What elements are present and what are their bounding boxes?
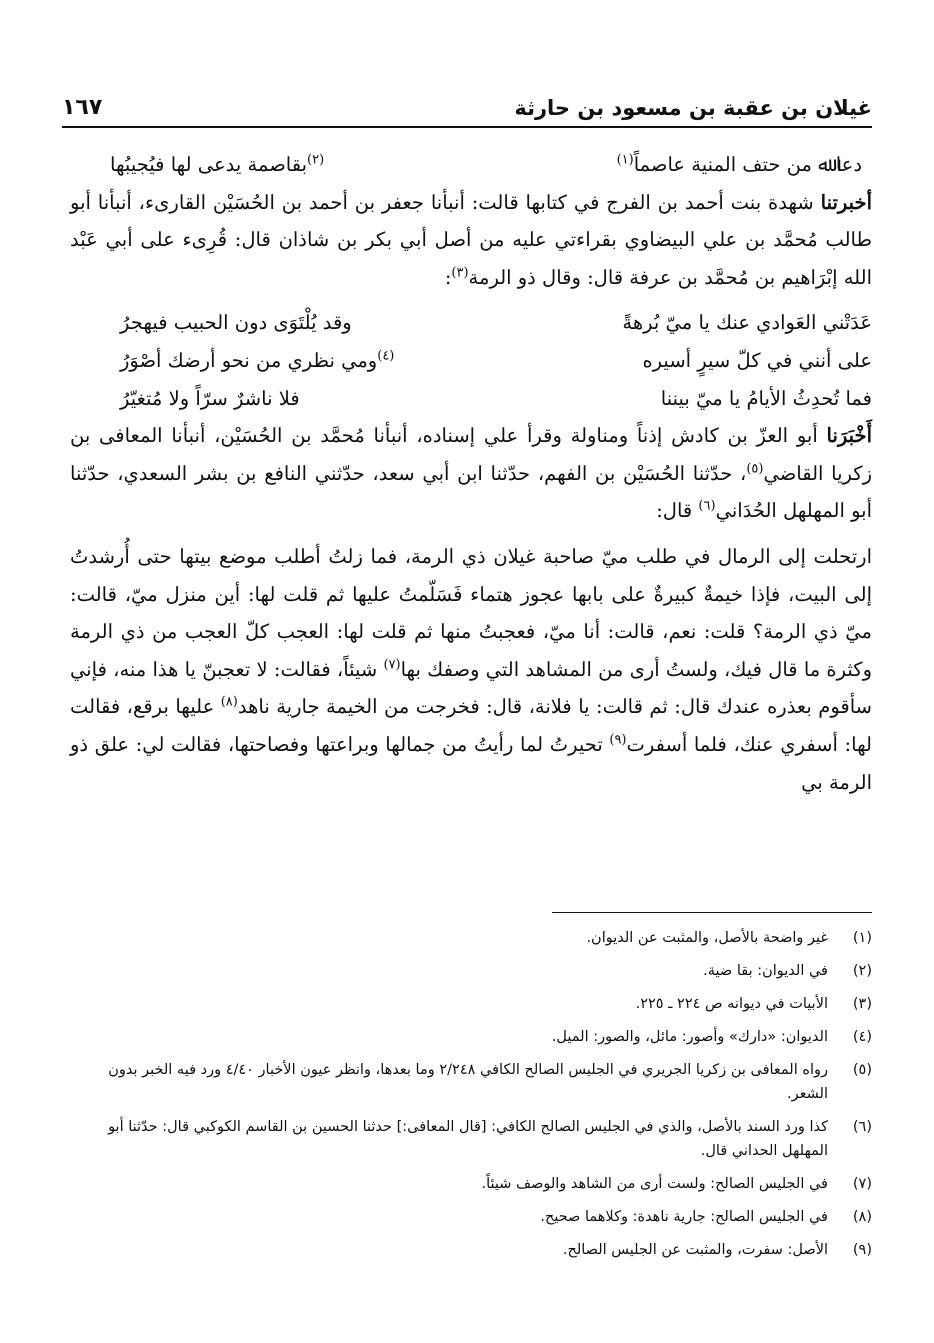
verse-text: بقاصمة يدعى لها فيُجيبُها bbox=[110, 153, 308, 176]
footnote-ref: (٨) bbox=[220, 694, 238, 710]
footnote-item bbox=[70, 1172, 872, 1196]
footnote-item bbox=[70, 1115, 872, 1163]
paragraph-text: أبو العزّ بن كادش إذناً ومناولة وقرأ علي إسناده، أنبأنا مُحمَّد بن الحُسَيْن، أنبأنا المعافى بن زكريا القاضي bbox=[70, 424, 872, 485]
verse-second-hemistich bbox=[120, 342, 394, 380]
footnote-item bbox=[70, 1058, 872, 1106]
page-header bbox=[62, 80, 872, 128]
footnote-text: في الديوان: بقا ضية. bbox=[703, 963, 828, 979]
paragraph-text: عليها برقع، فقالت لها: أسفري عنك، فلما أسفرت bbox=[70, 695, 872, 756]
footnote-text: الأصل: سفرت، والمثبت عن الجليس الصالح. bbox=[562, 1242, 828, 1258]
footnote-item bbox=[70, 926, 872, 950]
poem-line bbox=[70, 380, 872, 418]
footnote-number: (٦) bbox=[852, 1119, 872, 1135]
poem-line bbox=[70, 342, 872, 380]
footnote-text: في الجليس الصالح: ولست أرى من الشاهد والوصف شيئاً. bbox=[481, 1176, 828, 1192]
verse-first-hemistich: على أنني في كلّ سيرٍ أسيره bbox=[642, 348, 872, 372]
footnote-text: في الجليس الصالح: جارية ناهدة: وكلاهما صحيح. bbox=[540, 1209, 828, 1225]
paragraph-narrative bbox=[70, 538, 872, 801]
main-text bbox=[70, 146, 872, 801]
footnote-ref: (٧) bbox=[383, 657, 401, 673]
paragraph-isnad-2 bbox=[70, 417, 872, 530]
paragraph-text: ارتحلت إلى الرمال في طلب ميّ صاحبة غيلان ذي الرمة، فما زلتُ أطلب موضع بيتها حتى أُرشدتُ إلى البيت، فإذا خيمةٌ كبيرةٌ على بابها عجوز هتماء فَسَلّمتُ عليها ثم قلت لها: أين منزل ميّ، قالت: ميّ ذي الرمة؟ قلت: نعم، قالت: أنا ميّ، فعجبتُ منها ثم قلت لها: العجب كلّ العجب من ذي الرمة وكثرة ما قال فيك، ولستُ أرى من المشاهد التي وصفك بها bbox=[70, 544, 872, 681]
footnote-number: (٩) bbox=[852, 1242, 872, 1258]
paragraph-text-end: : bbox=[444, 265, 452, 289]
paragraph-text: شهدة بنت أحمد بن الفرج في كتابها قالت: أنبأنا جعفر بن أحمد بن الحُسَيْن القارىء، أنبأنا أبو طالب مُحمَّد بن علي البيضاوي بقراءتي عليه من أصل أبي بكر بن شاذان قال: قُرِىء على أبي عَبْد الله إبْرَاهيم بن مُحمَّد بن عرفة قال: وقال ذو الرمة bbox=[70, 190, 872, 289]
verse-second-hemistich bbox=[110, 146, 324, 184]
paragraph-isnad-1 bbox=[70, 184, 872, 297]
footnote-ref: (٦) bbox=[698, 498, 716, 514]
footnote-text: غير واضحة بالأصل، والمثبت عن الديوان. bbox=[586, 930, 828, 946]
footnote-separator bbox=[552, 912, 872, 913]
footnote-item bbox=[70, 1205, 872, 1229]
footnote-number: (٤) bbox=[852, 1029, 872, 1045]
footnote-ref: (٤) bbox=[377, 348, 395, 364]
paragraph-text: تحيرتُ لما رأيتُ من جمالها وبراعتها وفصاحتها، فقالت لي: علق ذو الرمة بي bbox=[70, 732, 872, 794]
footnote-number: (٥) bbox=[852, 1062, 872, 1078]
paragraph-text: شيئاً، فقالت: لا تعجبنّ يا هذا منه، فإني سأقوم بعذره عندك قال: ثم قالت: يا فلانة، قال: فخرجت من الخيمة جارية ناهد bbox=[70, 657, 872, 719]
footnote-text: رواه المعافى بن زكريا الجريري في الجليس الصالح الكافي ٢/٢٤٨ وما بعدها، وانظر عيون الأخبار ٤/٤٠ ورد فيه الخبر بدون الشعر. bbox=[108, 1062, 828, 1102]
paragraph-text: ، حدّثنا الحُسَيْن بن الفهم، حدّثنا ابن أبي سعد، حدّثني النافع بن بشر السعدي، حدّثنا أبو المهلهل الحُدَاني bbox=[70, 461, 872, 523]
poem-line bbox=[70, 304, 872, 342]
footnote-ref: (٢) bbox=[307, 152, 325, 168]
footnote-ref: (٣) bbox=[451, 265, 469, 281]
verse-text: ومي نظري من نحو أرضك أصْوَرُ bbox=[120, 348, 378, 372]
footnote-text: الأبيات في ديوانه ص ٢٢٤ ـ ٢٢٥. bbox=[635, 996, 828, 1012]
footnote-text: الديوان: «دارك» وأصور: مائل، والصور: الميل. bbox=[551, 1029, 828, 1045]
page-number: ١٦٧ bbox=[62, 95, 103, 120]
paragraph-lead: أَخْبَرَنا bbox=[826, 424, 872, 448]
paragraph-lead: أخبرتنا bbox=[820, 190, 872, 214]
running-title: غيلان بن عقبة بن مسعود بن حارثة bbox=[514, 96, 872, 120]
footnote-number: (٣) bbox=[852, 996, 872, 1012]
opening-verse bbox=[70, 146, 872, 184]
footnote-text: كذا ورد السند بالأصل، والذي في الجليس الصالح الكافي: [قال المعافى:] حدثنا الحسين بن القاسم الكوكبي قال: حدّثنا أبو المهلهل الحداني قال. bbox=[108, 1119, 828, 1159]
footnote-number: (٢) bbox=[852, 963, 872, 979]
footnote-number: (١) bbox=[852, 930, 872, 946]
footnote-ref: (١) bbox=[616, 152, 634, 168]
verse-first-hemistich: عَدَتْني العَوادي عنك يا ميّ بُرهةً bbox=[622, 311, 872, 335]
verse-first-hemistich: فما تُحدِثُ الأيامُ يا ميّ بيننا bbox=[660, 386, 872, 410]
footnote-item bbox=[70, 1238, 872, 1262]
footnote-item bbox=[70, 1025, 872, 1049]
footnote-item bbox=[70, 959, 872, 983]
footnote-item bbox=[70, 992, 872, 1016]
verse-text: دعا ﷲ من حتف المنية عاصماً bbox=[633, 153, 862, 176]
verse-second-hemistich: فلا ناشرٌ سرّاً ولا مُتغيّرُ bbox=[120, 386, 300, 410]
footnote-ref: (٥) bbox=[746, 461, 764, 477]
footnote-number: (٧) bbox=[852, 1176, 872, 1192]
verse-second-hemistich: وقد يُلْتَوَى دون الحبيب فيهجرُ bbox=[120, 311, 352, 335]
verse-first-hemistich bbox=[617, 146, 862, 184]
footnote-ref: (٩) bbox=[609, 732, 627, 748]
footnote-number: (٨) bbox=[852, 1209, 872, 1225]
paragraph-text: قال: bbox=[656, 499, 699, 523]
footnotes-section bbox=[70, 926, 872, 1271]
